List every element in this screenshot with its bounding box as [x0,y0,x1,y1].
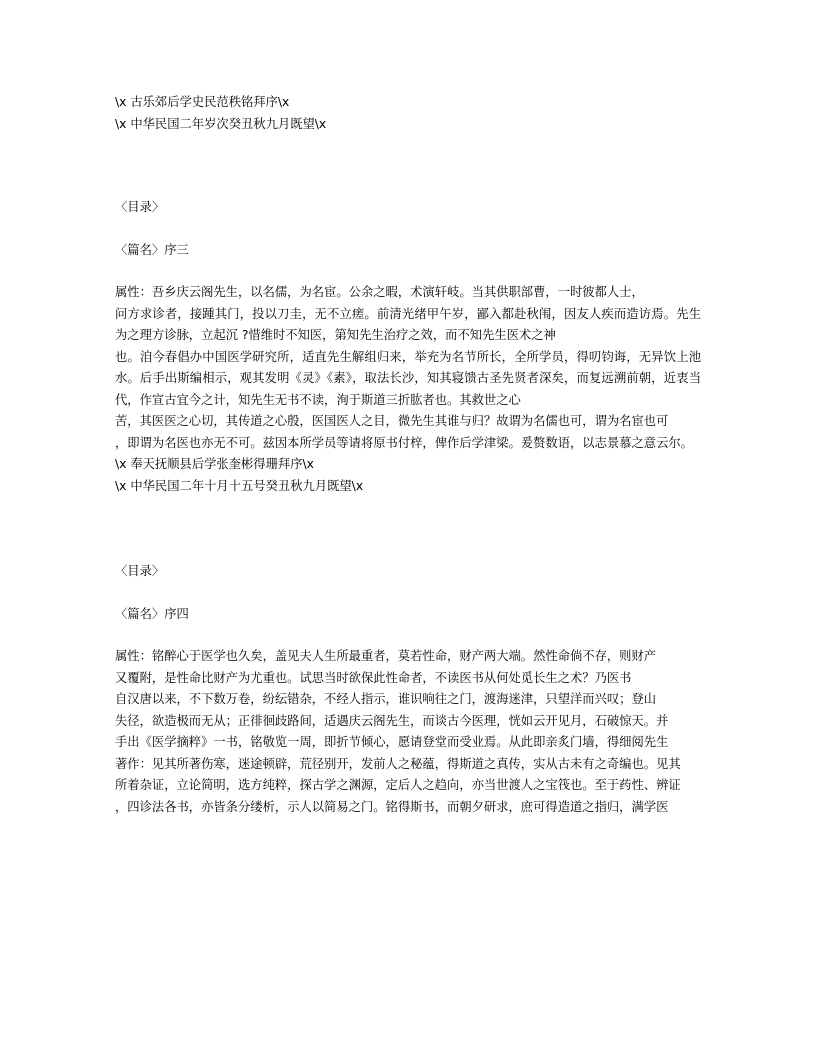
signature-block-1 [115,92,701,135]
paragraph: 所着杂证，立论简明，选方纯粹，探古学之渊源，定后人之趋向，亦当世渡人之宝筏也。至于药性、辨证 [115,778,681,792]
paragraph: ，四诊法各书，亦皆条分缕析，示人以简易之门。铭得斯书，而朝夕研求，庶可得造道之指归，满学医 [115,799,669,814]
toc-label: 〈目录〉 [115,200,165,214]
paragraph: 自汉唐以来，不下数万卷，纷纭错杂，不经人指示，谁识响往之门，渡海迷津，只望洋而兴叹；登山 [115,692,657,706]
title-gap-1 [115,261,701,282]
paragraph: 失径，欲造极而无从；正徘徊歧路间，适遇庆云阁先生，而谈古今医理，恍如云开见月，石破惊天。并 [115,713,669,728]
paragraph: ，即谓为名医也亦无不可。兹因本所学员等请将原书付梓，俾作后学津梁。爰赘数语，以志景慕之意云尔。 [115,435,693,450]
toc-gap-2 [115,583,701,604]
paragraph: 也。洎今春倡办中国医学研究所，适直先生解组归来，举充为名节所长，全所学员，得叨钧诲，无异饮上池水。后手出斯编相示，观其发明《灵》《素》，取法长沙，知其寝馈古圣先贤者深矣，而复远溯前朝，近衷当代，作宣古宜今之计，知先生无书不读，洵于斯道三折肱者也。其救世之心 [115,349,701,407]
signature-line: \x 奉天抚顺县后学张奎彬得珊拜序\x [115,457,314,471]
section-title-2 [115,604,701,626]
signature-line: \x 古乐郊后学史民范秩铭拜序\x [115,95,290,109]
paragraph: 手出《医学摘粹》一书，铭敬览一周，即折节倾心，愿请登堂而受业焉。从此即亲炙门墙，得细阅先生 [115,735,669,749]
paragraph: 著作：见其所著伤寒，迷途顿辟，荒径别开，发前人之秘蕴，得斯道之真传，实从古未有之奇编也。见其 [115,756,681,771]
paragraph: 问方求诊者，接踵其门，投以刀圭，无不立瘥。前清光绪甲午岁，鄙入都赴秋闱，因友人疾而造访焉。先生为之理方诊脉，立起沉 ?惜维时不知医，第知先生治疗之效，而不知先生医术之神 [115,306,701,342]
toc-marker-1 [115,197,701,219]
signature-date-line: \x 中华民国二年十月十五号癸丑秋九月既望\x [115,478,364,493]
section-gap-2 [115,497,701,561]
paragraph: 苦，其医医之心切，其传道之心殷，医国医人之目，微先生其谁与归？故谓为名儒也可，谓为名宦也可 [115,414,669,428]
body-text-2 [115,646,701,818]
section-title-label: 〈篇名〉序四 [115,606,189,621]
section-gap [115,135,701,197]
section-title-label: 〈篇名〉序三 [115,242,189,257]
title-gap-2 [115,625,701,646]
document-body [115,92,701,818]
body-text-1 [115,282,701,497]
signature-date-line: \x 中华民国二年岁次癸丑秋九月既望\x [115,116,327,131]
toc-gap-1 [115,219,701,240]
paragraph: 属性：铭醉心于医学也久矣，盖见夫人生所最重者，莫若性命，财产两大端。然性命倘不存，则财产 [115,649,657,663]
toc-marker-2 [115,561,701,583]
toc-label: 〈目录〉 [115,564,165,578]
section-title-1 [115,240,701,262]
paragraph: 属性：吾乡庆云阁先生，以名儒，为名宦。公余之暇，术演轩岐。当其供职部曹，一时彼都人士， [115,285,644,299]
paragraph: 又覆附，是性命比财产为尤重也。试思当时欲保此性命者，不读医书从何处觅长生之术？乃医书 [115,670,632,685]
